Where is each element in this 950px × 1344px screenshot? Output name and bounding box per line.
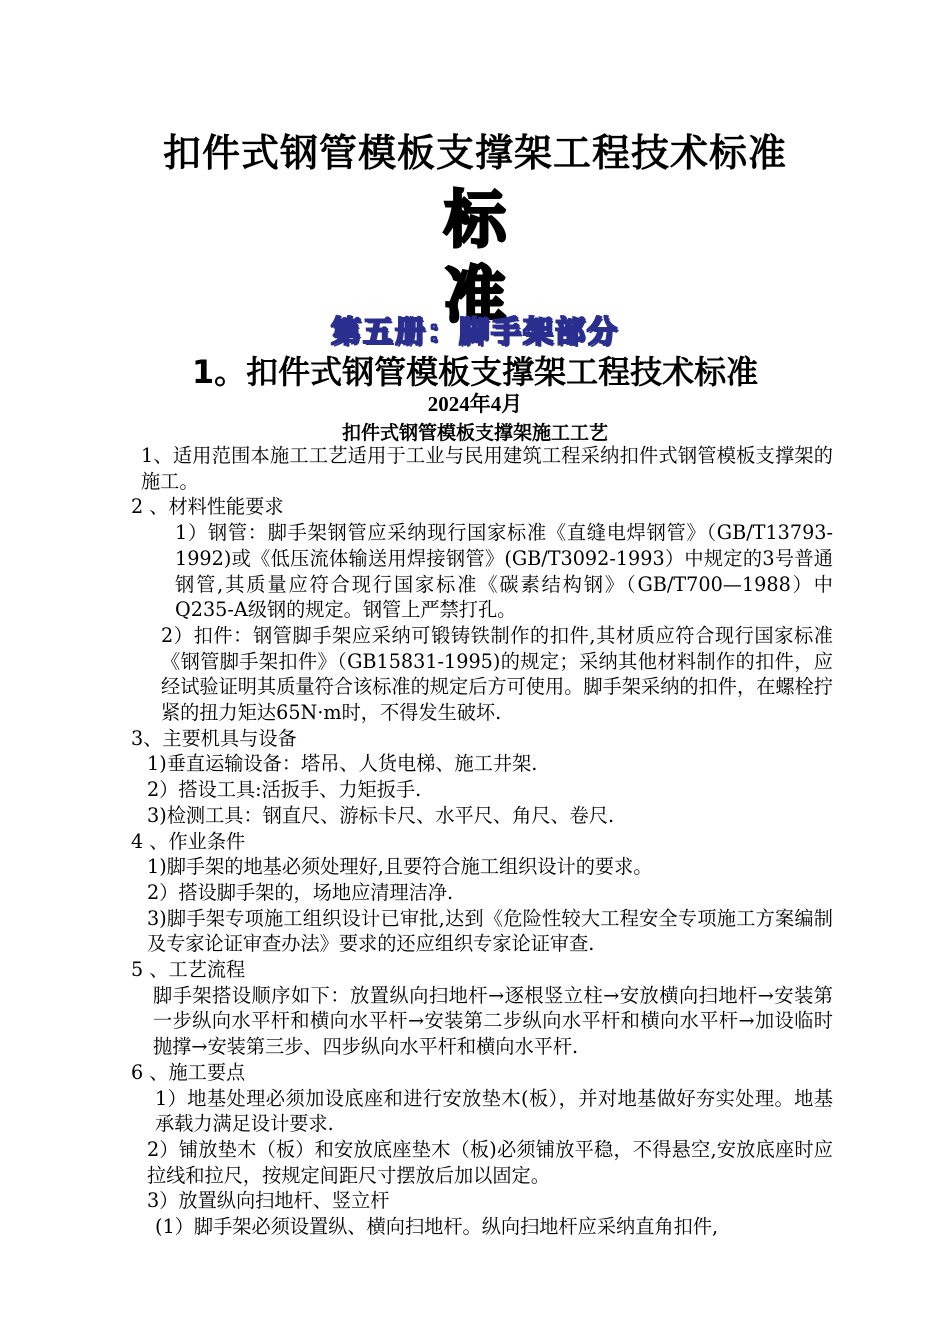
paragraph: (1）脚手架必须设置纵、横向扫地杆。纵向扫地杆应采纳直角扣件,	[155, 1215, 719, 1239]
paragraph: 脚手架搭设顺序如下：放置纵向扫地杆→逐根竖立柱→安放横向扫地杆→安装第一步纵向水平杆和横向水平杆→安装第二步纵向水平杆和横向水平杆→加设临时抛撑→安装第三步、四步纵向水平杆和横向水平杆.	[153, 983, 833, 1059]
paragraph: 2）扣件：钢管脚手架应采纳可锻铸铁制作的扣件,其材质应符合现行国家标准《钢管脚手架扣件》（GB15831-1995)的规定；采纳其他材料制作的扣件，应经试验证明其质量符合该标准的规定后方可使用。脚手架采纳的扣件，在螺栓拧紧的扭力矩达65N·m时，不得发生破坏.	[161, 623, 833, 725]
paragraph: 2）搭设工具:活扳手、力矩扳手.	[147, 778, 422, 802]
paragraph: 2）搭设脚手架的，场地应清理洁净.	[147, 880, 454, 904]
paragraph: 5 、工艺流程	[131, 958, 246, 982]
document-date: 2024年4月	[427, 392, 523, 416]
volume-title: 第五册：脚手架部分	[331, 315, 619, 350]
big-title-char-2: 准	[443, 259, 506, 332]
main-title: 扣件式钢管模板支撑架工程技术标准	[162, 131, 787, 175]
paragraph: 1）钢管：脚手架钢管应采纳现行国家标准《直缝电焊钢管》（GB/T13793-1992)或《低压流体输送用焊接钢管》(GB/T3092-1993）中规定的3号普通钢管,其质量应符合现行国家标准《碳素结构钢》（GB/T700—1988）中Q235-A级钢的规定。钢管上严禁打孔。	[175, 521, 833, 622]
sub-title: 1。扣件式钢管模板支撑架工程技术标准	[191, 353, 759, 391]
paragraph: 3)检测工具：钢直尺、游标卡尺、水平尺、角尺、卷尺.	[147, 803, 615, 827]
paragraph: 1、适用范围本施工工艺适用于工业与民用建筑工程采纳扣件式钢管模板支撑架的施工。	[141, 444, 833, 493]
big-title-char-1: 标	[443, 183, 506, 256]
document-body	[111, 443, 833, 1240]
section-heading: 扣件式钢管模板支撑架施工工艺	[341, 422, 608, 444]
paragraph: 1）地基处理必须加设底座和进行安放垫木(板），并对地基做好夯实处理。地基承载力满足设计要求.	[155, 1086, 833, 1136]
paragraph: 3、主要机具与设备	[131, 726, 297, 750]
paragraph: 3）放置纵向扫地杆、竖立杆	[147, 1189, 390, 1213]
paragraph: 1)脚手架的地基必须处理好,且要符合施工组织设计的要求。	[147, 855, 653, 879]
paragraph: 6 、施工要点	[131, 1060, 246, 1084]
paragraph: 2 、材料性能要求	[131, 495, 284, 519]
paragraph: 1)垂直运输设备：塔吊、人货电梯、施工井架.	[147, 752, 538, 776]
paragraph: 3)脚手架专项施工组织设计已审批,达到《危险性较大工程安全专项施工方案编制及专家论证审查办法》要求的还应组织专家论证审查.	[147, 906, 833, 956]
paragraph: 4 、作业条件	[131, 829, 246, 853]
paragraph: 2）铺放垫木（板）和安放底座垫木（板)必须铺放平稳，不得悬空,安放底座时应拉线和拉尺，按规定间距尺寸摆放后加以固定。	[147, 1137, 833, 1187]
